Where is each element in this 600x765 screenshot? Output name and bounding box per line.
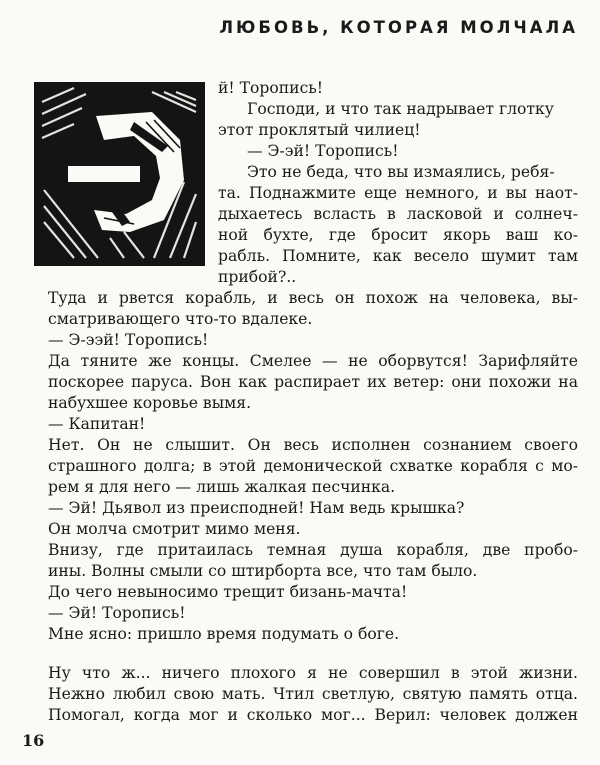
text-line: Помогал, когда мог и сколько мог... Верил: человек должен bbox=[48, 706, 578, 724]
text-line: й! Торопись! bbox=[218, 79, 324, 97]
text-line: — Эй! Торопись! bbox=[48, 604, 186, 622]
text-line: Нежно любил свою мать. Чтил светлую, святую память отца. bbox=[48, 685, 578, 703]
text-line: Мне ясно: пришло время подумать о боге. bbox=[48, 625, 400, 643]
text-line: страшного долга; в этой демонической схватке корабля с мо- bbox=[48, 457, 578, 475]
text-line: Он молча смотрит мимо меня. bbox=[48, 520, 301, 538]
text-line: та. Поднажмите еще немного, и вы наот- bbox=[218, 184, 578, 202]
running-title: ЛЮБОВЬ, КОТОРАЯ МОЛЧАЛА bbox=[219, 18, 578, 37]
text-line: Туда и рвется корабль, и весь он похож на человека, вы- bbox=[48, 289, 578, 307]
text-line: Нет. Он не слышит. Он весь исполнен сознанием своего bbox=[48, 436, 578, 454]
text-line: прибой?.. bbox=[218, 268, 297, 286]
decorative-initial-e-icon bbox=[34, 82, 205, 266]
text-line: — Э-эй! Торопись! bbox=[247, 142, 399, 160]
text-line: Ну что ж... ничего плохого я не совершил в этой жизни. bbox=[48, 664, 578, 682]
text-line: ной бухте, где бросит якорь ваш ко- bbox=[218, 226, 578, 244]
text-line: Это не беда, что вы измаялись, ребя- bbox=[247, 163, 555, 181]
text-line: рабль. Помните, как весело шумит там bbox=[218, 247, 578, 265]
text-line: набухшее коровье вымя. bbox=[48, 394, 252, 412]
page-number: 16 bbox=[22, 731, 45, 750]
text-line: До чего невыносимо трещит бизань-мачта! bbox=[48, 583, 408, 601]
text-line: рем я для него — лишь жалкая песчинка. bbox=[48, 478, 396, 496]
text-line: сматривающего что-то вдалеке. bbox=[48, 310, 313, 328]
text-line: дыхаетесь всласть в ласковой и солнеч- bbox=[218, 205, 578, 223]
text-line: — Э-ээй! Торопись! bbox=[48, 331, 209, 349]
text-line: поскорее паруса. Вон как распирает их ветер: они похожи на bbox=[48, 373, 578, 391]
text-line: Да тяните же концы. Смелее — не оборвутся! Зарифляйте bbox=[48, 352, 578, 370]
text-line: этот проклятый чилиец! bbox=[218, 121, 421, 139]
text-line: ины. Волны смыли со штирборта все, что там было. bbox=[48, 562, 478, 580]
text-line: — Капитан! bbox=[48, 415, 146, 433]
text-line: Господи, и что так надрывает глотку bbox=[247, 100, 554, 118]
initial-letter-ornament bbox=[34, 82, 205, 266]
text-line: — Эй! Дьявол из преисподней! Нам ведь крышка? bbox=[48, 499, 465, 517]
text-line: Внизу, где притаилась темная душа корабля, две пробо- bbox=[48, 541, 578, 559]
